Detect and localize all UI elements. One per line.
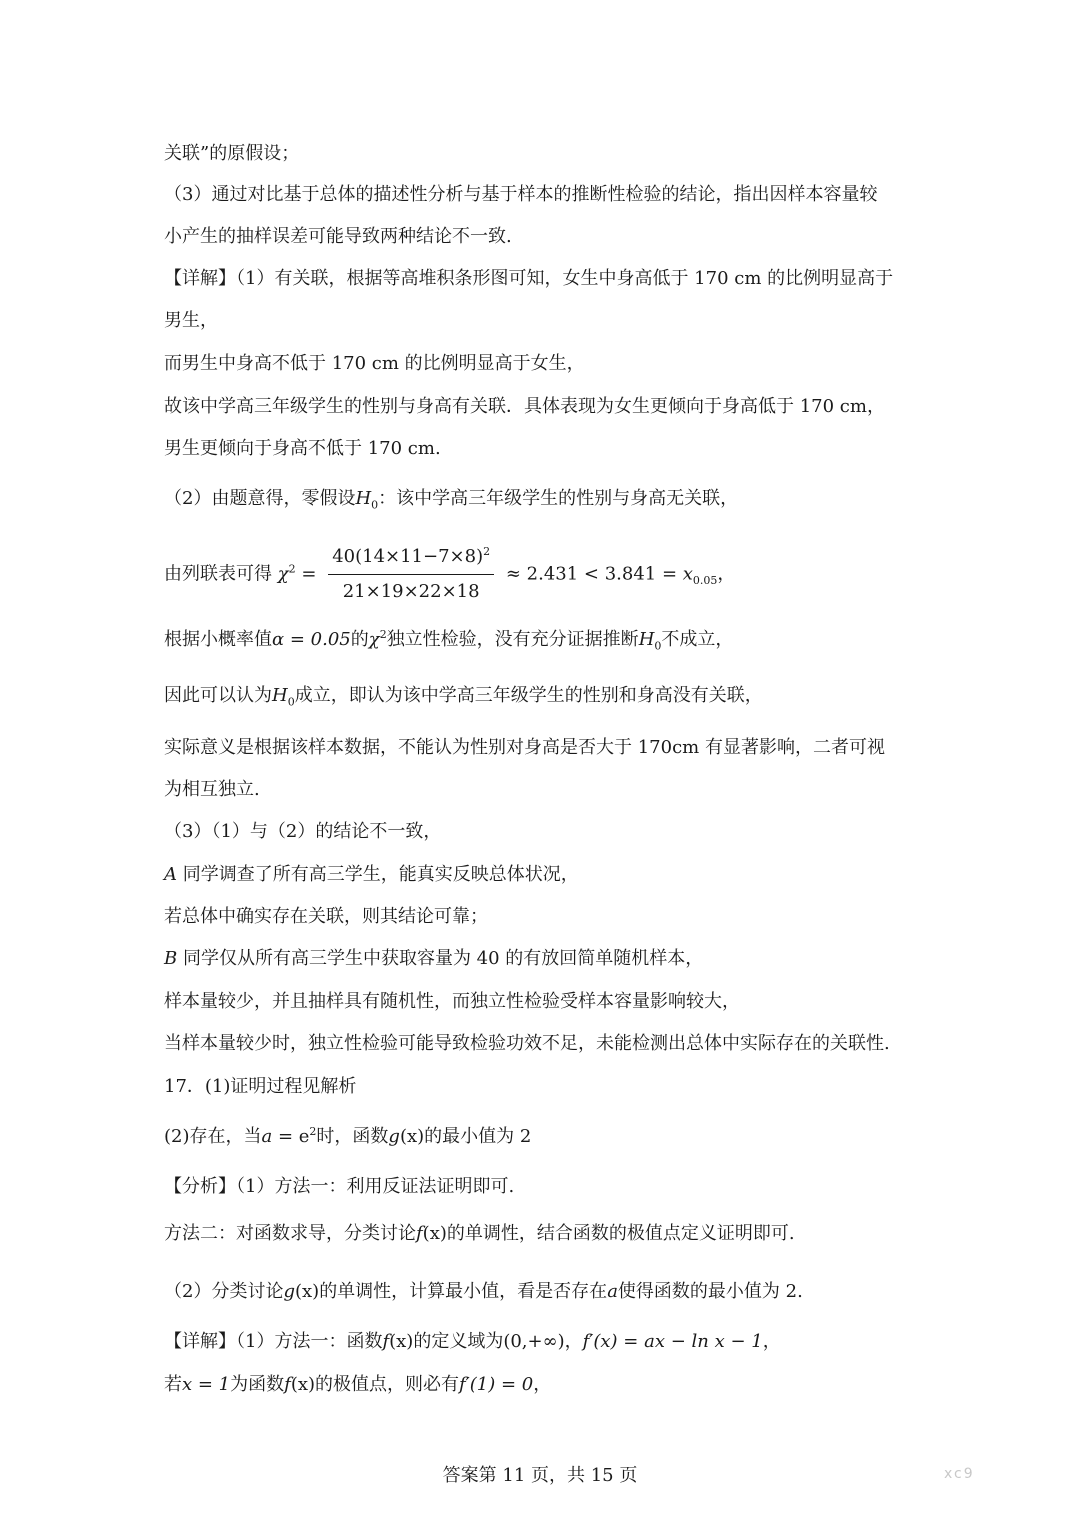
- text: 样本量较少，并且抽样具有随机性，而独立性检验受样本容量影响较大，: [164, 991, 740, 1012]
- math-chi: χ: [368, 629, 380, 650]
- math-sup: 2: [483, 545, 491, 558]
- math-x-eq-1: x = 1: [182, 1374, 231, 1395]
- text-line: [164, 905, 924, 929]
- text: 因此可以认为: [164, 685, 272, 706]
- text: 【分析】（1）方法一：利用反证法证明即可.: [164, 1176, 515, 1197]
- text-line: [164, 142, 924, 166]
- math-x: x: [682, 563, 693, 585]
- text: ，: [762, 1331, 781, 1352]
- math-a: a: [261, 1126, 273, 1147]
- text: ≈ 2.431 < 3.841 =: [505, 563, 683, 585]
- text-line: [164, 1280, 924, 1304]
- text: 的最小值为 2: [424, 1126, 532, 1147]
- text: 时，函数: [316, 1126, 389, 1147]
- math-f: f: [284, 1374, 291, 1395]
- text: 当样本量较少时，独立性检验可能导致检验功效不足，未能检测出总体中实际存在的关联性.: [164, 1033, 890, 1054]
- text-line: [164, 778, 924, 802]
- math-domain: (0,+∞): [503, 1331, 565, 1352]
- text-line: [164, 1373, 924, 1397]
- text-line: [164, 628, 924, 652]
- text: B: [164, 948, 178, 969]
- text: ：该中学高三年级学生的性别与身高无关联，: [378, 488, 739, 509]
- text: 为相互独立.: [164, 779, 260, 800]
- text: （3）（1）与（2）的结论不一致，: [164, 821, 442, 842]
- math-paren-x: (x): [294, 1281, 320, 1302]
- text: 40(14×11−7×8): [332, 546, 484, 567]
- text-line: [164, 395, 924, 419]
- math-h: H: [272, 685, 288, 706]
- formula-line: [164, 542, 924, 607]
- text-line: [164, 1032, 924, 1056]
- text: ，: [564, 1331, 583, 1352]
- text: 同学调查了所有高三学生，能真实反映总体状况，: [177, 864, 579, 885]
- math-g: g: [283, 1281, 295, 1302]
- text: 方法二：对函数求导，分类讨论: [164, 1223, 416, 1244]
- math-e: = e: [272, 1126, 310, 1147]
- math-alpha: α = 0.05: [272, 629, 351, 650]
- math-sub: 0: [287, 695, 295, 709]
- text: （2）由题意得，零假设: [164, 488, 356, 509]
- text-line: [164, 352, 924, 376]
- text: 小产生的抽样误差可能导致两种结论不一致.: [164, 226, 512, 247]
- text: 关联”的原假设；: [164, 143, 300, 164]
- text-line: [164, 267, 924, 291]
- math-paren-x: (x): [290, 1374, 316, 1395]
- text-line: [164, 1175, 924, 1199]
- text-line: [164, 1330, 924, 1354]
- text: 若: [164, 1374, 182, 1395]
- math-eq: =: [295, 563, 323, 585]
- text-line: [164, 437, 924, 461]
- text-line: [164, 487, 924, 511]
- text-line: [164, 1125, 924, 1149]
- text: 故该中学高三年级学生的性别与身高有关联．具体表现为女生更倾向于身高低于 170 cm，: [164, 396, 885, 417]
- math-h: H: [638, 629, 655, 650]
- math-f: f: [382, 1331, 390, 1352]
- fraction-numerator: [328, 542, 494, 575]
- text-line: [164, 820, 924, 844]
- math-g: g: [388, 1126, 400, 1147]
- text: （3）通过对比基于总体的描述性分析与基于样本的推断性检验的结论，指出因样本容量较: [164, 184, 878, 205]
- text: 由列联表可得: [164, 563, 272, 585]
- math-sup: 2: [379, 628, 387, 641]
- text: ，: [533, 1374, 552, 1395]
- text: 独立性检验，没有充分证据推断: [386, 629, 639, 650]
- text-line: [164, 1075, 924, 1099]
- math-h: H: [355, 488, 372, 509]
- math-sup: 2: [309, 1125, 317, 1138]
- math-paren-x: (x): [389, 1331, 414, 1352]
- text: 不成立，: [661, 629, 734, 650]
- text: 为函数: [230, 1374, 285, 1395]
- math-chi: χ: [277, 563, 289, 585]
- text: 而男生中身高不低于 170 cm 的比例明显高于女生，: [164, 353, 585, 374]
- math-f: f: [416, 1223, 423, 1244]
- math-sub: 0.05: [692, 574, 718, 588]
- text: 若总体中确实存在关联，则其结论可靠；: [164, 906, 488, 927]
- text-line: [164, 183, 924, 207]
- text: 的极值点，则必有: [315, 1374, 460, 1395]
- text: 17．(1)证明过程见解析: [164, 1076, 357, 1097]
- text-line: [164, 684, 924, 708]
- text: 【详解】（1）方法一：函数: [164, 1331, 383, 1352]
- text-line: [164, 990, 924, 1014]
- text: 的: [350, 629, 369, 650]
- text-line: [164, 947, 924, 971]
- text: 实际意义是根据该样本数据，不能认为性别对身高是否大于 170cm 有显著影响，二者可视: [164, 737, 885, 758]
- text: 的单调性，结合函数的极值点定义证明即可.: [446, 1223, 795, 1244]
- page-footer: 答案第 11 页，共 15 页: [442, 1465, 638, 1486]
- text-line: [164, 736, 924, 760]
- text-line: [164, 309, 924, 333]
- text: 的单调性，计算最小值，看是否存在: [319, 1281, 608, 1302]
- text: 男生更倾向于身高不低于 170 cm.: [164, 438, 441, 459]
- chi-square-fraction: [328, 542, 494, 607]
- text: 的定义域为: [413, 1331, 504, 1352]
- text: 【详解】（1）有关联，根据等高堆积条形图可知，女生中身高低于 170 cm 的比例明显高于: [164, 268, 894, 289]
- text: (2)存在，当: [164, 1126, 262, 1147]
- math-fprime-1: f′(1) = 0: [459, 1374, 534, 1395]
- text: A: [164, 864, 177, 885]
- math-sub: 0: [371, 498, 379, 512]
- math-paren-x: (x): [399, 1126, 425, 1147]
- math-sup: 2: [288, 562, 296, 576]
- math-fprime: f′(x) = ax − ln x − 1: [582, 1331, 763, 1352]
- text: 同学仅从所有高三学生中获取容量为 40 的有放回简单随机样本，: [177, 948, 704, 969]
- text-line: [164, 863, 924, 887]
- fraction-denominator: 21×19×22×18: [342, 581, 480, 602]
- text: ，: [717, 563, 736, 585]
- text: 根据小概率值: [164, 629, 272, 650]
- text: 成立，即认为该中学高三年级学生的性别和身高没有关联，: [294, 685, 763, 706]
- text: （2）分类讨论: [164, 1281, 284, 1302]
- math-a: a: [607, 1281, 618, 1302]
- watermark: xc9: [944, 1466, 975, 1482]
- text: 使得函数的最小值为 2.: [617, 1281, 803, 1302]
- text: 男生，: [164, 310, 218, 331]
- text-line: [164, 225, 924, 249]
- text-line: [164, 1222, 924, 1246]
- math-paren-x: (x): [422, 1223, 447, 1244]
- math-sub: 0: [654, 639, 662, 653]
